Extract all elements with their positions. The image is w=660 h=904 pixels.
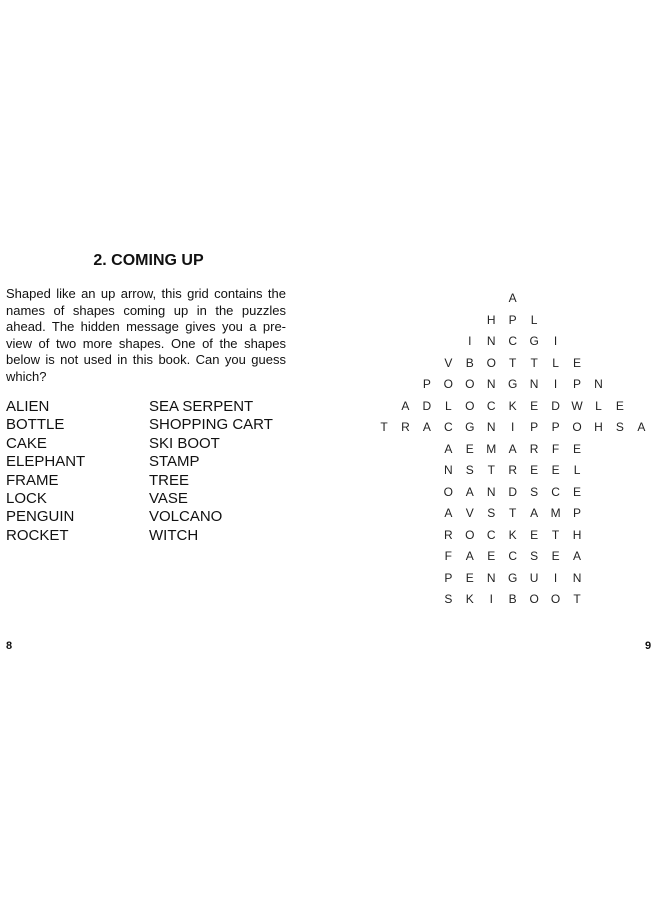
grid-letter: K <box>465 592 474 606</box>
grid-letter: D <box>422 398 432 413</box>
grid-letter: S <box>487 506 496 520</box>
grid-letter: A <box>422 420 431 434</box>
grid-letter: G <box>529 334 539 348</box>
grid-letter: C <box>444 420 453 434</box>
grid-letter: I <box>489 592 493 606</box>
grid-letter: O <box>550 592 561 606</box>
grid-letter: N <box>572 570 582 585</box>
word-list-item: VOLCANO <box>149 508 223 526</box>
grid-letter: B <box>465 355 474 370</box>
puzzle-instructions: Shaped like an up arrow, this grid contains the names of shapes coming up in the puzzles ahead. The hidden message gives you a pre-view of two more shapes. One of the shapes below is not used in this book. Can you guess which? <box>6 286 286 384</box>
grid-letter: C <box>508 334 518 348</box>
word-list-item: TREE <box>149 471 190 489</box>
grid-letter: S <box>530 484 539 499</box>
grid-letter: I <box>553 570 558 585</box>
grid-letter: E <box>551 463 560 477</box>
grid-letter: O <box>443 377 454 391</box>
grid-row <box>0 374 660 394</box>
grid-letter: T <box>530 355 538 370</box>
grid-letter: E <box>573 484 582 499</box>
grid-letter: E <box>530 527 539 542</box>
grid-letter: R <box>401 420 410 434</box>
grid-letter: N <box>444 463 453 477</box>
grid-letter: C <box>486 398 496 413</box>
grid-row <box>0 482 660 502</box>
grid-letter: K <box>508 527 517 542</box>
grid-row <box>0 417 660 437</box>
grid-letter: E <box>551 549 560 563</box>
grid-letter: T <box>551 527 560 542</box>
grid-letter: E <box>615 398 624 413</box>
grid-letter: L <box>445 398 452 413</box>
grid-letter: N <box>486 420 496 434</box>
grid-letter: P <box>551 420 560 434</box>
grid-letter: N <box>594 377 603 391</box>
page-number-right: 9 <box>645 640 652 652</box>
grid-letter: E <box>465 570 474 585</box>
grid-row <box>0 546 660 566</box>
word-list-item: BOTTLE <box>6 416 65 434</box>
word-list-item: STAMP <box>149 453 200 471</box>
grid-letter: O <box>529 592 539 606</box>
grid-letter: I <box>553 334 558 348</box>
word-list-item: SEA SERPENT <box>149 398 254 415</box>
grid-letter: R <box>508 463 518 477</box>
grid-letter: C <box>486 527 496 542</box>
grid-letter: H <box>572 527 582 542</box>
grid-letter: P <box>573 506 582 520</box>
grid-letter: G <box>508 377 518 391</box>
grid-letter: I <box>468 334 472 348</box>
grid-letter: L <box>573 463 581 477</box>
word-list-item: LOCK <box>6 490 47 508</box>
grid-row <box>0 310 660 330</box>
grid-letter: F <box>551 441 560 456</box>
grid-letter: O <box>465 377 475 391</box>
grid-letter: G <box>508 570 518 585</box>
grid-letter: P <box>573 377 582 391</box>
grid-letter: L <box>530 312 538 327</box>
grid-letter: L <box>552 355 559 370</box>
grid-letter: A <box>573 549 582 563</box>
word-list-item: SKI BOOT <box>149 434 220 452</box>
grid-letter: C <box>551 484 560 499</box>
grid-row <box>0 525 660 545</box>
grid-letter: W <box>571 398 583 413</box>
word-list-item: FRAME <box>6 471 59 489</box>
grid-row <box>0 589 660 609</box>
grid-letter: S <box>615 420 624 434</box>
grid-row <box>0 353 660 373</box>
grid-letter: E <box>530 463 539 477</box>
grid-letter: D <box>551 398 560 413</box>
grid-letter: A <box>444 506 453 520</box>
grid-letter: E <box>573 441 582 456</box>
grid-letter: N <box>486 484 496 499</box>
grid-letter: N <box>486 570 496 585</box>
word-list-item: CAKE <box>6 434 47 452</box>
grid-letter: V <box>465 506 474 520</box>
grid-letter: A <box>444 441 453 456</box>
grid-letter: S <box>444 592 453 606</box>
word-list-item: PENGUIN <box>6 508 75 526</box>
grid-letter: I <box>553 377 558 391</box>
grid-letter: O <box>465 527 475 542</box>
grid-letter: N <box>529 377 539 391</box>
grid-letter: R <box>444 527 453 542</box>
grid-letter: A <box>530 506 539 520</box>
grid-row <box>0 331 660 351</box>
grid-row <box>0 288 660 308</box>
grid-letter: E <box>530 398 539 413</box>
grid-letter: P <box>530 420 539 434</box>
grid-letter: M <box>486 441 497 456</box>
page-number-left: 8 <box>6 640 13 652</box>
grid-letter: V <box>444 355 453 370</box>
grid-letter: E <box>465 441 474 456</box>
word-list-item: WITCH <box>149 526 199 544</box>
grid-letter: N <box>486 334 496 348</box>
grid-letter: T <box>487 463 495 477</box>
grid-letter: O <box>486 355 496 370</box>
grid-letter: P <box>508 312 517 327</box>
grid-letter: H <box>486 312 496 327</box>
grid-letter: O <box>443 484 454 499</box>
word-list-item: VASE <box>149 490 188 508</box>
grid-letter: C <box>508 549 518 563</box>
grid-row <box>0 460 660 480</box>
grid-letter: O <box>572 420 582 434</box>
grid-row <box>0 568 660 588</box>
grid-letter: P <box>422 377 431 391</box>
grid-row <box>0 396 660 416</box>
word-list-item: SHOPPING CART <box>149 416 273 434</box>
grid-letter: O <box>465 398 475 413</box>
grid-letter: M <box>550 506 561 520</box>
word-list-item: ALIEN <box>6 398 50 415</box>
grid-letter: F <box>444 549 453 563</box>
grid-letter: T <box>573 592 581 606</box>
grid-letter: A <box>401 398 410 413</box>
grid-letter: N <box>486 377 496 391</box>
word-list-item: ROCKET <box>6 526 69 544</box>
grid-letter: G <box>465 420 475 434</box>
grid-letter: A <box>465 549 474 563</box>
grid-letter: D <box>508 484 518 499</box>
grid-letter: S <box>465 463 474 477</box>
grid-letter: U <box>529 570 539 585</box>
grid-letter: A <box>508 441 517 456</box>
page-title: 2. COMING UP <box>93 252 204 269</box>
grid-letter: R <box>529 441 539 456</box>
grid-letter: A <box>465 484 474 499</box>
grid-letter: H <box>594 420 603 434</box>
grid-letter: A <box>637 420 646 434</box>
grid-letter: A <box>508 291 517 305</box>
grid-letter: T <box>380 420 388 434</box>
grid-letter: K <box>508 398 517 413</box>
grid-letter: E <box>487 549 496 563</box>
grid-letter: B <box>508 592 517 606</box>
grid-letter: I <box>511 420 515 434</box>
grid-letter: T <box>509 355 517 370</box>
grid-row <box>0 503 660 523</box>
grid-letter: T <box>509 506 517 520</box>
grid-letter: L <box>595 398 602 413</box>
grid-row <box>0 439 660 459</box>
grid-letter: P <box>444 570 453 585</box>
word-list-item: ELEPHANT <box>6 453 86 471</box>
grid-letter: S <box>530 549 539 563</box>
grid-letter: E <box>573 355 582 370</box>
